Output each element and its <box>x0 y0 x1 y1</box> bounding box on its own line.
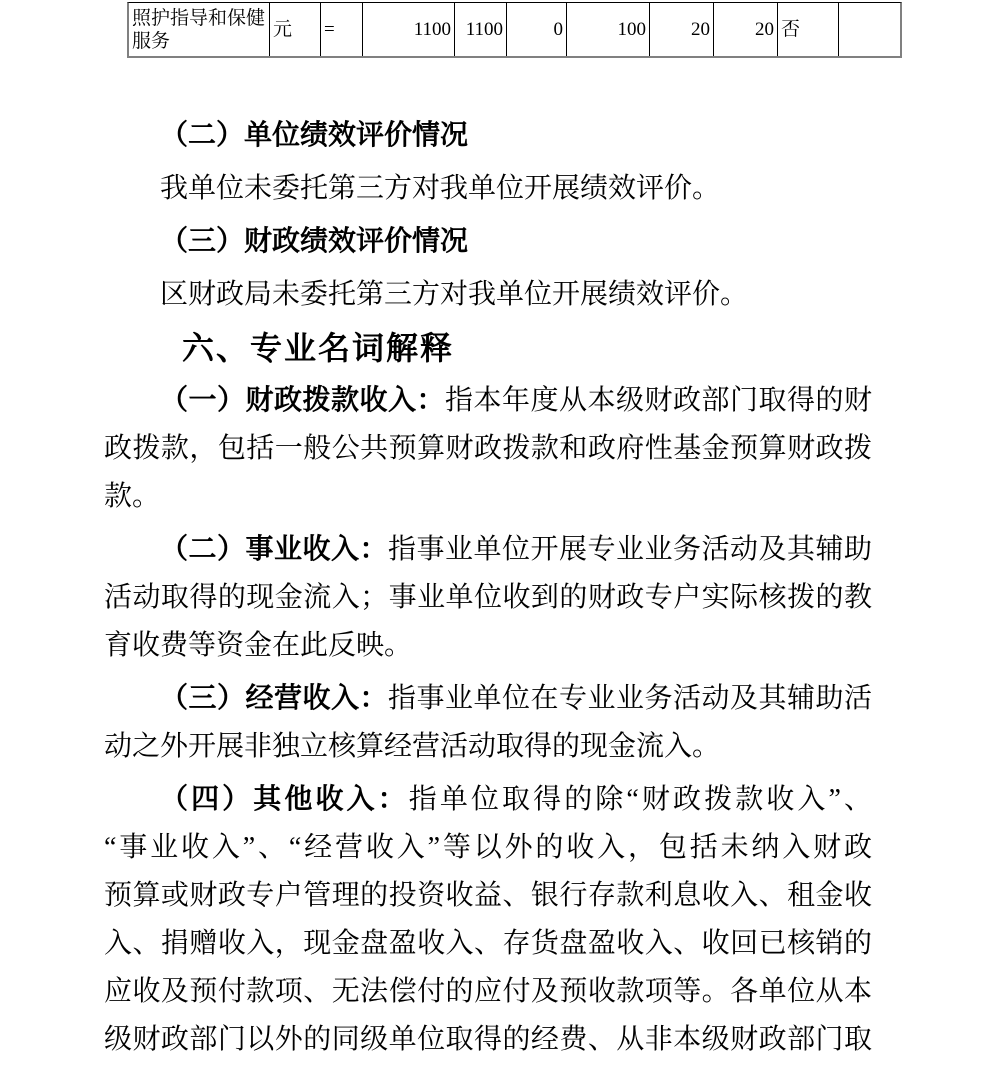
indicator-table-row <box>127 2 902 58</box>
table-cell-unit: 元 <box>269 3 320 56</box>
paragraph <box>104 377 872 521</box>
table-cell-indicator-name: 照护指导和保健服务 <box>132 7 266 52</box>
text-line: 款。 <box>104 481 161 512</box>
text-line: （三）经营收入：指事业单位在专业业务活动及其辅助活 <box>160 683 872 714</box>
table-cell-value-3: 0 <box>506 3 566 56</box>
sub-heading <box>104 218 872 266</box>
table-cell-value-2: 1100 <box>454 3 506 56</box>
text-line: （二）单位绩效评价情况 <box>160 120 469 151</box>
text-line: 我单位未委托第三方对我单位开展绩效评价。 <box>160 173 721 204</box>
text-line: 动之外开展非独立核算经营活动取得的现金流入。 <box>104 731 721 762</box>
text-line: （一）财政拨款收入：指本年度从本级财政部门取得的财 <box>160 385 872 416</box>
text-line: 六、专业名词解释 <box>182 330 455 366</box>
text-line: 应收及预付款项、无法偿付的应付及预收款项等。各单位从本 <box>104 976 872 1007</box>
text-line: （三）财政绩效评价情况 <box>160 226 469 257</box>
paragraph <box>104 526 872 670</box>
text-line: 活动取得的现金流入；事业单位收到的财政专户实际核拨的教 <box>104 582 872 613</box>
table-cell-flag: 否 <box>777 3 838 56</box>
term-lead: （三）经营收入： <box>160 683 388 714</box>
sub-heading <box>104 112 872 160</box>
text-line: 政拨款，包括一般公共预算财政拨款和政府性基金预算财政拨 <box>104 433 872 464</box>
text-line: 入、捐赠收入，现金盘盈收入、存货盘盈收入、收回已核销的 <box>104 928 872 959</box>
table-cell-direction: = <box>320 3 362 56</box>
term-lead: （四）其他收入： <box>160 784 409 815</box>
term-lead: （二）事业收入： <box>160 534 388 565</box>
paragraph <box>104 776 872 1064</box>
text-line: （四）其他收入：指单位取得的除“财政拨款收入”、 <box>160 784 872 815</box>
table-cell-empty <box>838 3 900 56</box>
table-cell-value-1: 1100 <box>362 3 454 56</box>
paragraph <box>104 675 872 771</box>
table-cell-value-5: 20 <box>649 3 713 56</box>
table-cell-value-4: 100 <box>566 3 649 56</box>
text-line: “事业收入”、“经营收入”等以外的收入，包括未纳入财政 <box>104 832 872 863</box>
text-line: 预算或财政专户管理的投资收益、银行存款利息收入、租金收 <box>104 880 872 911</box>
text-line: 区财政局未委托第三方对我单位开展绩效评价。 <box>160 279 749 310</box>
document-body <box>104 112 872 1069</box>
paragraph <box>104 165 872 213</box>
section-heading <box>104 324 872 372</box>
text-line: （二）事业收入：指事业单位开展专业业务活动及其辅助 <box>160 534 872 565</box>
term-lead: （一）财政拨款收入： <box>160 385 445 416</box>
paragraph <box>104 271 872 319</box>
text-line: 级财政部门以外的同级单位取得的经费、从非本级财政部门取 <box>104 1024 872 1055</box>
text-line: 育收费等资金在此反映。 <box>104 630 413 661</box>
table-cell-value-6: 20 <box>713 3 777 56</box>
